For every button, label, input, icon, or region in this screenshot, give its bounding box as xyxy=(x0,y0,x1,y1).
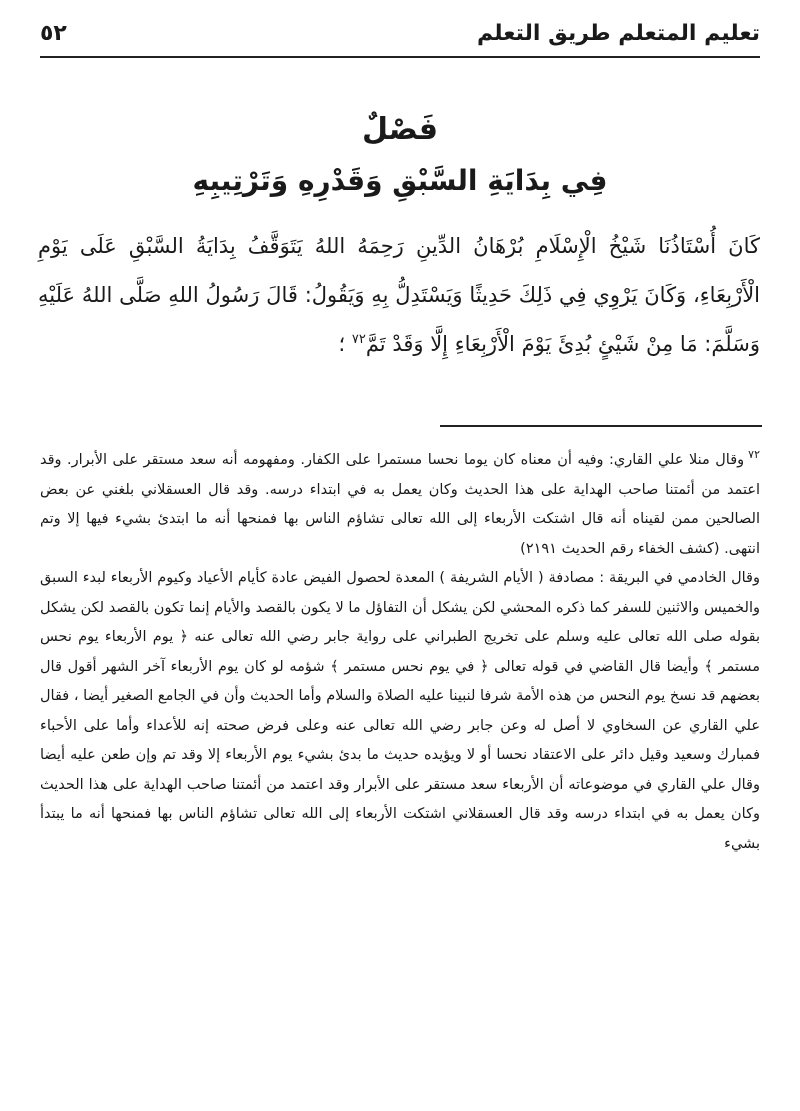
footnote-paragraph-1 xyxy=(40,446,760,564)
book-title: تعليم المتعلم طريق التعلم xyxy=(477,20,760,46)
footnote-paragraph-2: وقال الخادمي في البريقة : مصادفة ( الأيام الشريفة ) المعدة لحصول الفيض عادة كأيام الأعياد وكيوم الأربعاء لبدء السبق والخميس والاثنين للسفر كما ذكره المحشي لكن يشكل أن التفاؤل ما لا يكون بالقصد والأيام إنما تكون بالقصد لكن يشكل بقوله صلى الله تعالى عليه وسلم على تخريج الطبراني على رواية جابر رضي الله تعالى عنه ﴿ يوم الأربعاء يوم نحس مستمر ﴾ وأيضا قال القاضي في قوله تعالى ﴿ في يوم نحس مستمر ﴾ شؤمه لو كان يوم الأربعاء آخر الشهر أقول قال بعضهم قد نسخ يوم النحس من هذه الأمة شرفا لنبينا عليه الصلاة والسلام وأما الحديث وأن في الجامع الصغير أيضا ، فقال علي القاري عن السخاوي لا أصل له وعن جابر رضي الله تعالى عنه وعلى فرض صحته إنه للأعداء وأما على الأحباء فمبارك وسعيد وقيل دائر على الاعتقاد نحسا أو لا ويؤيده حديث ما بدئ بشيء يوم الأربعاء إلا وقد تم وإن طعن عليه أيضا وقال علي القاري في موضوعاته أن الأربعاء سعد مستقر على الأبرار وقد اعتمد من أئمتنا صاحب الهداية على هذا الحديث وكان يعمل به في ابتداء درسه وقد قال العسقلاني اشتكت الأربعاء إلى الله تعالى تشاؤم الناس بها فمنحها أنه ما يبتدأ بشيء xyxy=(40,570,760,852)
page-number: ٥٢ xyxy=(40,20,67,46)
trailing-punctuation: ؛ xyxy=(338,332,346,356)
footnote-block xyxy=(40,446,760,859)
chapter-heading: فَصْلٌ xyxy=(362,112,438,147)
chapter-subtitle: فِي بِدَايَةِ السَّبْقِ وَقَدْرِهِ وَتَرْتِيبِهِ xyxy=(192,164,608,197)
footnote-number: ٧٢ xyxy=(748,448,760,462)
main-paragraph xyxy=(38,222,760,369)
running-header xyxy=(40,16,760,50)
footnote-reference: ٧٢ xyxy=(351,332,366,347)
header-rule xyxy=(40,56,760,58)
footnote-separator xyxy=(440,425,762,427)
footnote-text-1: وقال منلا علي القاري: وفيه أن معناه كان يوما نحسا مستمرا على الكفار. ومفهومه أنه سعد مستقر على الأبرار. وقد اعتمد من أئمتنا صاحب الهداية على هذا الحديث وكان يعمل به في ابتداء درسه. وقد قال العسقلاني بلغني عن بعض الصالحين ممن لقيناه أنه قال اشتكت الأربعاء إلى الله تعالى تشاؤم الناس بها فمنحها أنه ما ابتدئ بشيء فيها إلا وتم انتهى. (كشف الخفاء رقم الحديث ٢١٩١) xyxy=(40,452,760,557)
main-text: كَانَ أُسْتَاذُنَا شَيْخُ الْإِسْلَامِ بُرْهَانُ الدِّينِ رَحِمَهُ اللهُ يَتَوَقَّفُ بِدَايَةُ السَّبْقِ عَلَى يَوْمِ الْأَرْبِعَاءِ، وَكَانَ يَرْوِي فِي ذَلِكَ حَدِيثًا وَيَسْتَدِلُّ بِهِ وَيَقُولُ: قَالَ رَسُولُ اللهِ صَلَّى اللهُ عَلَيْهِ وَسَلَّمَ: مَا مِنْ شَيْئٍ بُدِئَ يَوْمَ الْأَرْبِعَاءِ إِلَّا وَقَدْ تَمَّ xyxy=(38,234,760,356)
